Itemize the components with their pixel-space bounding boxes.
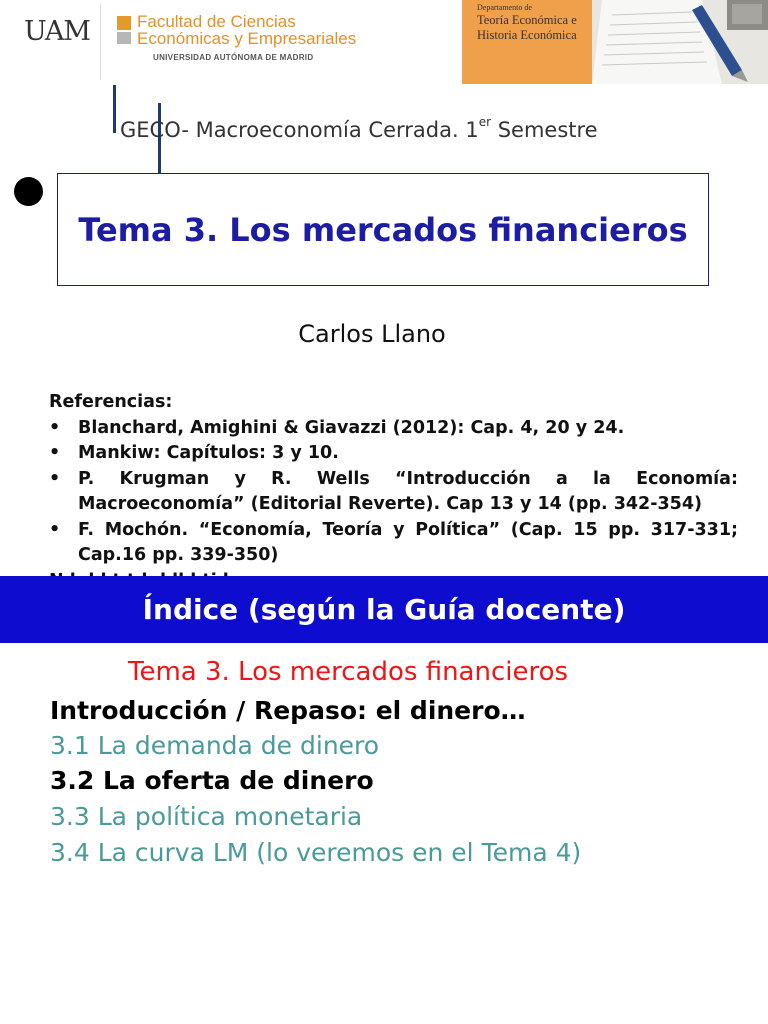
references-heading: Referencias: — [49, 392, 173, 412]
university-name: UNIVERSIDAD AUTÓNOMA DE MADRID — [153, 53, 314, 62]
course-title-text: GECO- Macroeconomía Cerrada. 1 — [120, 118, 479, 142]
decorative-bar — [113, 85, 116, 133]
index-header-bar — [0, 576, 768, 643]
reference-item: • Mankiw: Capítulos: 3 y 10. — [49, 441, 738, 467]
department-name-line1: Teoría Económica e — [477, 13, 577, 27]
course-title — [120, 115, 598, 142]
faculty-logo-square-icon — [117, 16, 131, 30]
references-list — [49, 416, 738, 569]
course-title-superscript: er — [478, 115, 492, 129]
reference-item: • Blanchard, Amighini & Giavazzi (2012): Cap. 4, 20 y 24. — [49, 416, 738, 442]
index-item-3-4: 3.4 La curva LM (lo veremos en el Tema 4) — [50, 838, 582, 867]
faculty-name-line1: Facultad de Ciencias — [137, 12, 296, 31]
faculty-name-line2: Económicas y Empresariales — [137, 29, 357, 48]
course-title-suffix: Semestre — [491, 118, 598, 142]
department-name-line2: Historia Económica — [477, 28, 577, 42]
divider — [100, 4, 101, 80]
uam-logo-mark: UAM — [24, 16, 91, 47]
department-name — [477, 13, 577, 43]
author: Carlos Llano — [298, 320, 446, 348]
faculty-logo — [103, 0, 393, 84]
department-banner — [462, 0, 768, 84]
reference-item: • F. Mochón. “Economía, Teoría y Política” (Cap. 15 pp. 317-331; Cap.16 pp. 339-350) — [49, 518, 738, 569]
documents-photo-icon — [592, 0, 768, 84]
index-item-3-2: 3.2 La oferta de dinero — [50, 766, 374, 795]
index-item-intro: Introducción / Repaso: el dinero… — [50, 696, 526, 725]
index-item-3-3: 3.3 La política monetaria — [50, 802, 363, 831]
title-box — [57, 173, 709, 286]
index-heading: Índice (según la Guía docente) — [142, 593, 626, 626]
faculty-logo-square-grey-icon — [117, 32, 131, 44]
slide-title: Tema 3. Los mercados financieros — [78, 210, 688, 249]
index-item-3-1: 3.1 La demanda de dinero — [50, 731, 380, 760]
index-topic: Tema 3. Los mercados financieros — [128, 657, 569, 687]
references — [49, 390, 738, 579]
bullet-icon — [14, 177, 43, 206]
department-label: Departamento de — [477, 3, 532, 12]
uam-logo — [0, 0, 100, 84]
reference-item: • P. Krugman y R. Wells “Introducción a la Economía: Macroeconomía” (Editorial Reverte). Cap 13 y 14 (pp. 342-354) — [49, 467, 738, 518]
